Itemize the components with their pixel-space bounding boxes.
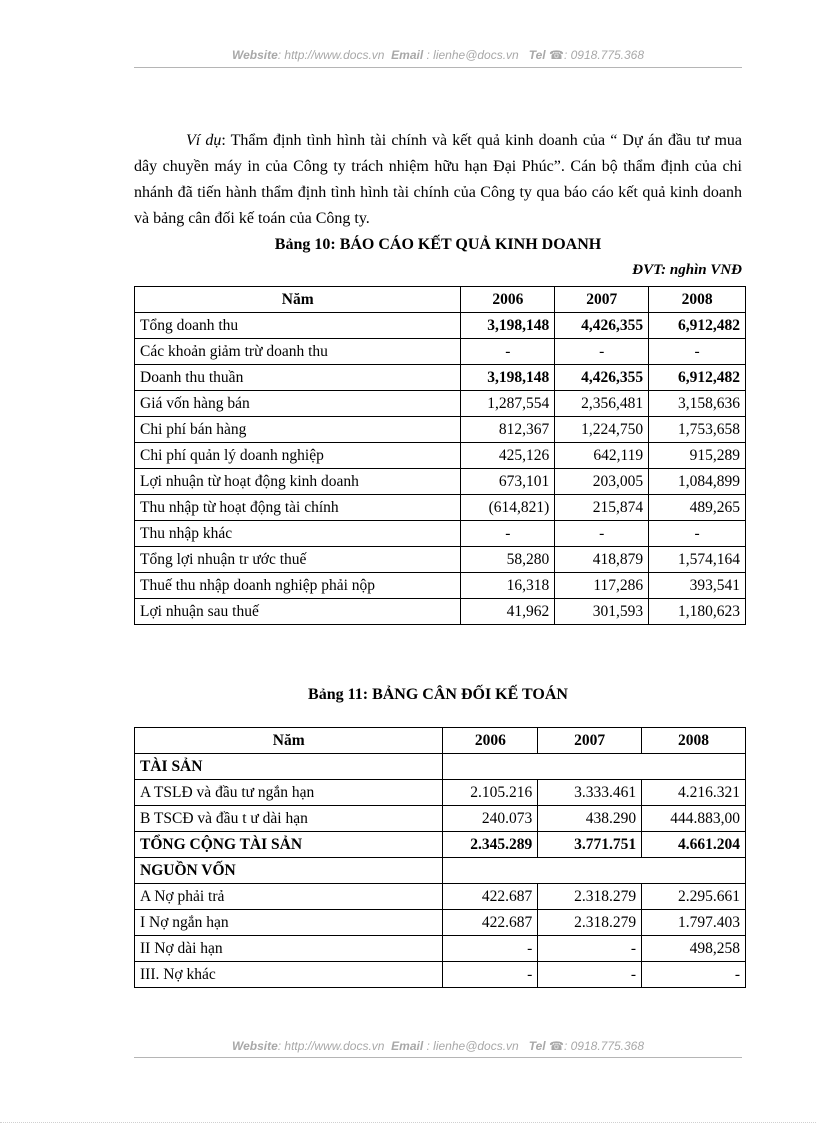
value-cell: 2.345.289 <box>443 832 538 858</box>
section-label: TÀI SẢN <box>135 754 443 780</box>
row-label: B TSCĐ và đầu t ư dài hạn <box>135 806 443 832</box>
table-row <box>135 547 746 573</box>
value-cell: 3,198,148 <box>461 365 555 391</box>
table-header-row <box>135 728 746 754</box>
website-url[interactable]: : http://www.docs.vn <box>277 1039 385 1053</box>
value-cell: 4,426,355 <box>555 313 649 339</box>
value-cell: 393,541 <box>649 573 746 599</box>
table-row <box>135 780 746 806</box>
paragraph-text: : Thẩm định tình hình tài chính và kết quả kinh doanh của “ Dự án đầu tư mua dây chuyền máy in của Công ty trách nhiệm hữu hạn Đại Phúc”. Cán bộ thẩm định của chi nhánh đã tiến hành thẩm định tình hình tài chính của Công ty qua báo cáo kết quả kinh doanh và bảng cân đối kế toán của Công ty. <box>134 132 742 227</box>
table-row <box>135 599 746 625</box>
phone-icon: ☎ <box>549 1039 564 1053</box>
header-cell-year: Năm <box>135 728 443 754</box>
value-cell: 915,289 <box>649 443 746 469</box>
tel-value: : 0918.775.368 <box>563 1039 645 1053</box>
email-label: Email <box>391 48 424 62</box>
header-cell-year: Năm <box>135 287 461 313</box>
row-label: TỔNG CỘNG TÀI SẢN <box>135 832 443 858</box>
row-label: III. Nợ khác <box>135 962 443 988</box>
row-label: Doanh thu thuần <box>135 365 461 391</box>
website-url[interactable]: : http://www.docs.vn <box>277 48 385 62</box>
value-cell: 215,874 <box>555 495 649 521</box>
value-cell: - <box>538 936 642 962</box>
row-label: Thuế thu nhập doanh nghiệp phải nộp <box>135 573 461 599</box>
value-cell: 117,286 <box>555 573 649 599</box>
value-cell: 422.687 <box>443 884 538 910</box>
value-cell: 425,126 <box>461 443 555 469</box>
table-row <box>135 832 746 858</box>
table11-caption: Bảng 11: BẢNG CÂN ĐỐI KẾ TOÁN <box>308 686 568 703</box>
table-row <box>135 391 746 417</box>
value-cell: 4,426,355 <box>555 365 649 391</box>
value-cell: 1,084,899 <box>649 469 746 495</box>
value-cell: 812,367 <box>461 417 555 443</box>
header-cell-2007: 2007 <box>555 287 649 313</box>
value-cell: - <box>555 339 649 365</box>
income-statement-table <box>134 286 746 625</box>
value-cell: 1,224,750 <box>555 417 649 443</box>
table-row <box>135 936 746 962</box>
table-row <box>135 339 746 365</box>
value-cell: - <box>642 962 746 988</box>
row-label: A TSLĐ và đầu tư ngắn hạn <box>135 780 443 806</box>
value-cell: 6,912,482 <box>649 313 746 339</box>
value-cell: 1,180,623 <box>649 599 746 625</box>
table-row <box>135 365 746 391</box>
value-cell: 2.105.216 <box>443 780 538 806</box>
header-cell-2008: 2008 <box>642 728 746 754</box>
row-label: Thu nhập từ hoạt động tài chính <box>135 495 461 521</box>
value-cell: 1,287,554 <box>461 391 555 417</box>
value-cell: 3.771.751 <box>538 832 642 858</box>
value-cell: 498,258 <box>642 936 746 962</box>
value-cell: 1,574,164 <box>649 547 746 573</box>
page-header <box>134 48 742 62</box>
row-label: II Nợ dài hạn <box>135 936 443 962</box>
value-cell: - <box>461 339 555 365</box>
header-cell-2008: 2008 <box>649 287 746 313</box>
value-cell: - <box>649 521 746 547</box>
value-cell: 4.216.321 <box>642 780 746 806</box>
value-cell: 2,356,481 <box>555 391 649 417</box>
table10-unit: ĐVT: nghìn VNĐ <box>632 262 742 278</box>
table-row <box>135 806 746 832</box>
value-cell: 240.073 <box>443 806 538 832</box>
tel-value: : 0918.775.368 <box>563 48 645 62</box>
value-cell: 2.295.661 <box>642 884 746 910</box>
value-cell: - <box>555 521 649 547</box>
value-cell: 673,101 <box>461 469 555 495</box>
website-label: Website <box>231 1039 278 1053</box>
value-cell: 16,318 <box>461 573 555 599</box>
value-cell: 4.661.204 <box>642 832 746 858</box>
value-cell: 301,593 <box>555 599 649 625</box>
table-row <box>135 754 746 780</box>
email-value[interactable]: : lienhe@docs.vn <box>426 1039 519 1053</box>
value-cell: 1,753,658 <box>649 417 746 443</box>
row-label: Thu nhập khác <box>135 521 461 547</box>
phone-icon: ☎ <box>549 48 564 62</box>
table-row <box>135 910 746 936</box>
table-row <box>135 573 746 599</box>
value-cell: 438.290 <box>538 806 642 832</box>
row-label: Tổng doanh thu <box>135 313 461 339</box>
value-cell: 3,158,636 <box>649 391 746 417</box>
tel-label: Tel <box>528 1039 546 1053</box>
table-row <box>135 417 746 443</box>
value-cell: - <box>443 936 538 962</box>
value-cell: 444.883,00 <box>642 806 746 832</box>
intro-paragraph <box>134 128 742 232</box>
balance-sheet-table <box>134 727 746 988</box>
value-cell: 422.687 <box>443 910 538 936</box>
tel-label: Tel <box>528 48 546 62</box>
page-footer <box>134 1039 742 1053</box>
footer-divider <box>134 1057 742 1058</box>
email-label: Email <box>391 1039 424 1053</box>
header-divider <box>134 67 742 68</box>
value-cell: (614,821) <box>461 495 555 521</box>
value-cell: 3.333.461 <box>538 780 642 806</box>
table-header-row <box>135 287 746 313</box>
section-spacer <box>443 754 746 780</box>
table-row <box>135 313 746 339</box>
value-cell: - <box>649 339 746 365</box>
value-cell: 642,119 <box>555 443 649 469</box>
row-label: Các khoản giảm trừ doanh thu <box>135 339 461 365</box>
value-cell: 489,265 <box>649 495 746 521</box>
header-cell-2006: 2006 <box>443 728 538 754</box>
paragraph-lead: Ví dụ <box>186 132 222 149</box>
website-label: Website <box>231 48 278 62</box>
table-row <box>135 521 746 547</box>
row-label: Chi phí quản lý doanh nghiệp <box>135 443 461 469</box>
value-cell: 2.318.279 <box>538 910 642 936</box>
value-cell: 3,198,148 <box>461 313 555 339</box>
table-row <box>135 962 746 988</box>
header-cell-2006: 2006 <box>461 287 555 313</box>
row-label: Chi phí bán hàng <box>135 417 461 443</box>
email-value[interactable]: : lienhe@docs.vn <box>426 48 519 62</box>
section-spacer <box>443 858 746 884</box>
table-row <box>135 469 746 495</box>
row-label: Lợi nhuận từ hoạt động kinh doanh <box>135 469 461 495</box>
section-label: NGUỒN VỐN <box>135 858 443 884</box>
row-label: Lợi nhuận sau thuế <box>135 599 461 625</box>
row-label: I Nợ ngắn hạn <box>135 910 443 936</box>
table-row <box>135 884 746 910</box>
value-cell: - <box>461 521 555 547</box>
row-label: A Nợ phải trả <box>135 884 443 910</box>
value-cell: 418,879 <box>555 547 649 573</box>
value-cell: 41,962 <box>461 599 555 625</box>
table10-caption: Bảng 10: BÁO CÁO KẾT QUẢ KINH DOANH <box>274 236 602 253</box>
table-row <box>135 858 746 884</box>
table-row <box>135 495 746 521</box>
value-cell: - <box>443 962 538 988</box>
row-label: Giá vốn hàng bán <box>135 391 461 417</box>
value-cell: - <box>538 962 642 988</box>
value-cell: 2.318.279 <box>538 884 642 910</box>
value-cell: 58,280 <box>461 547 555 573</box>
value-cell: 6,912,482 <box>649 365 746 391</box>
value-cell: 203,005 <box>555 469 649 495</box>
header-cell-2007: 2007 <box>538 728 642 754</box>
row-label: Tổng lợi nhuận tr ước thuế <box>135 547 461 573</box>
value-cell: 1.797.403 <box>642 910 746 936</box>
table-row <box>135 443 746 469</box>
